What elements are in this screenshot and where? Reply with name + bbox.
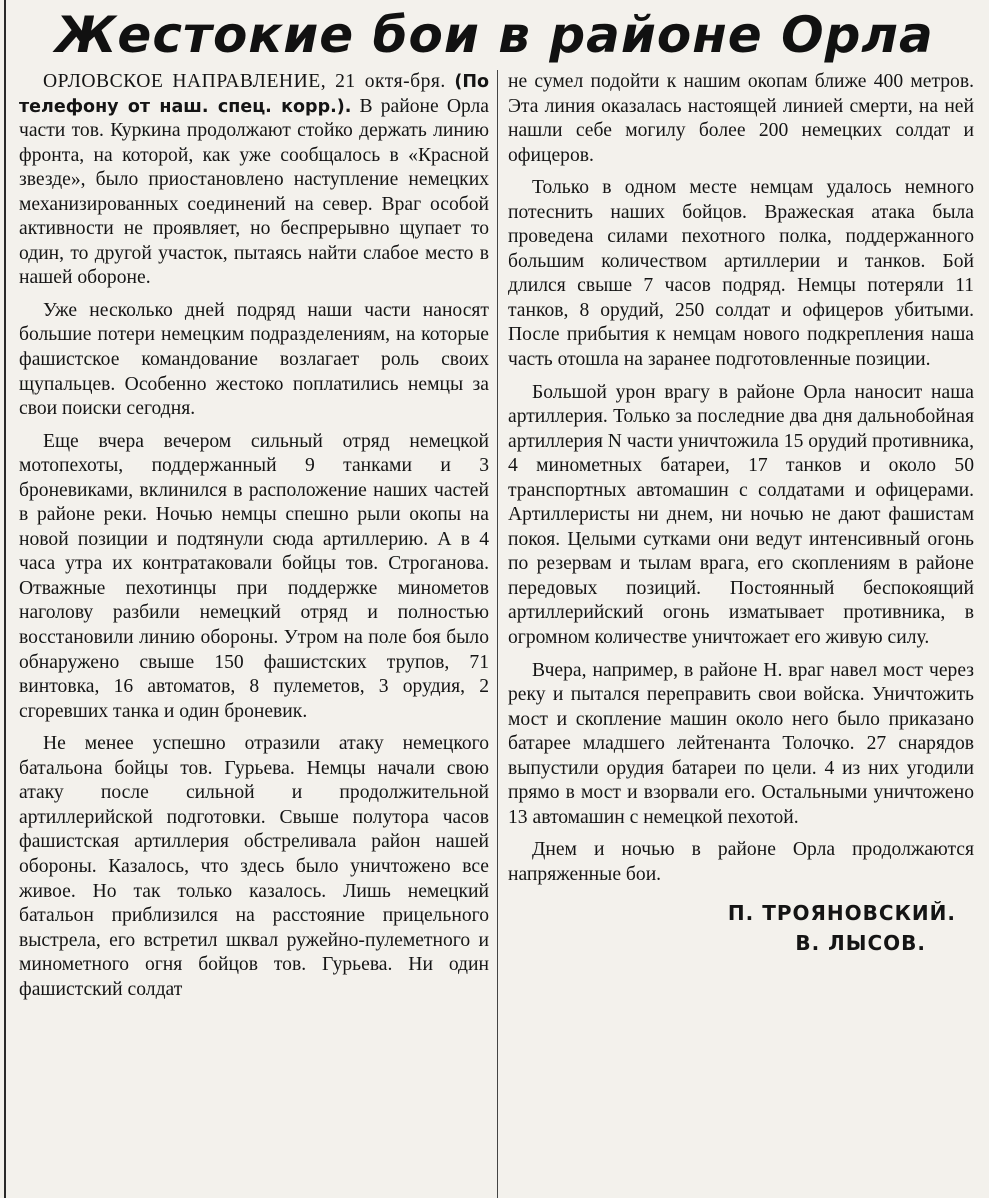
column-divider [497, 70, 498, 1198]
article-paragraph: Еще вчера вечером сильный отряд немецкой мотопехоты, поддержанный 9 танками и 3 броневиками, вклинился в расположение наших частей в районе реки. Ночью немцы спешно рыли окопы на новой позиции и подтянули сюда артиллерию. А в 4 часа утра их контратаковали бойцы тов. Строганова. Отважные пехотинцы при поддержке минометов наголову разбили немецкий отряд и полностью восстановили линию обороны. Утром на поле боя было обнаружено свыше 150 фашистских трупов, 71 винтовка, 16 автоматов, 8 пулеметов, 3 орудия, 2 сгоревших танка и один броневик. [19, 430, 489, 722]
article-paragraph: Только в одном месте немцам удалось немного потеснить наших бойцов. Вражеская атака была проведена силами пехотного полка, поддержанного большим количеством артиллерии и танков. Бой длился свыше 7 часов подряд. Немцы потеряли 11 танков, 8 орудий, 250 солдат и офицеров убитыми. После прибытия к немцам нового подкрепления наша часть отошла на заранее подготовленные позиции. [508, 177, 974, 371]
author-signature: В. ЛЫСОВ. [795, 930, 926, 955]
article-paragraph: Не менее успешно отразили атаку немецкого батальона бойцы тов. Гурьева. Немцы начали свою атаку после сильной и продолжительной артиллерийской подготовки. Свыше полутора часов фашистская артиллерия обстреливала район нашей обороны. Казалось, что здесь было уничтожено все живое. Но так только казалось. Лишь немецкий батальон приблизился на расстояние прицельного выстрела, его встретил шквал ружейно-пулеметного и минометного огня бойцов тов. Гурьева. Ни один фашистский солдат [19, 733, 489, 1000]
dateline-place: ОРЛОВСКОЕ НАПРАВЛЕНИЕ, 21 октя-бря. [43, 71, 446, 92]
article-paragraph: Днем и ночью в районе Орла продолжаются напряженные бои. [508, 839, 974, 885]
author-signatures [508, 898, 974, 958]
dateline-source: (По телефону от наш. спец. корр.). [19, 72, 489, 117]
article-paragraph: Большой урон врагу в районе Орла наносит наша артиллерия. Только за последние два дня дальнобойная артиллерия N части уничтожила 15 орудий противника, 4 минометных батареи, 17 танков и около 50 транспортных автомашин с солдатами и офицерами. Артиллеристы ни днем, ни ночью не дают фашистам покоя. Целыми сутками они ведут интенсивный огонь по резервам и тылам врага, его скоплениям в районе передовых позиций. Постоянный беспокоящий артиллерийский огонь изматывает противника, в огромном количестве уничтожает его живую силу. [508, 381, 974, 649]
article-paragraph: не сумел подойти к нашим окопам ближе 400 метров. Эта линия оказалась настоящей линией смерти, на ней нашли себе могилу более 200 немецких солдат и офицеров. [508, 71, 974, 166]
author-signature: П. ТРОЯНОВСКИЙ. [727, 900, 956, 925]
article-paragraph: Уже несколько дней подряд наши части наносят большие потери немецким подразделениям, на которые фашистское командование возлагает роль своих щупальцев. Особенно жестоко поплатились немцы за свои поиски сегодня. [19, 299, 489, 420]
article-column-left [19, 70, 489, 1198]
page-edge-rule [4, 0, 6, 1198]
article-paragraph: В районе Орла части тов. Куркина продолжают стойко держать линию фронта, на которой, как уже сообщалось в «Красной звезде», было приостановлено наступление немецких механизированных соединений на север. Враг особой активности не проявляет, но беспрерывно щупает то один, то другой участок, пытаясь найти слабое место в нашей обороне. [19, 95, 489, 289]
article-column-right [508, 70, 974, 1198]
article-headline: Жестокие бои в районе Орла [55, 6, 934, 64]
dateline-paragraph [19, 70, 489, 291]
article-paragraph: Вчера, например, в районе Н. враг навел мост через реку и пытался переправить свои войска. Уничтожить мост и скопление машин около него было приказано батарее младшего лейтенанта Толочко. 27 снарядов выпустили орудия батареи по цели. 4 из них угодили прямо в мост и взорвали его. Остальными уничтожено 13 автомашин с немецкой пехотой. [508, 659, 974, 828]
